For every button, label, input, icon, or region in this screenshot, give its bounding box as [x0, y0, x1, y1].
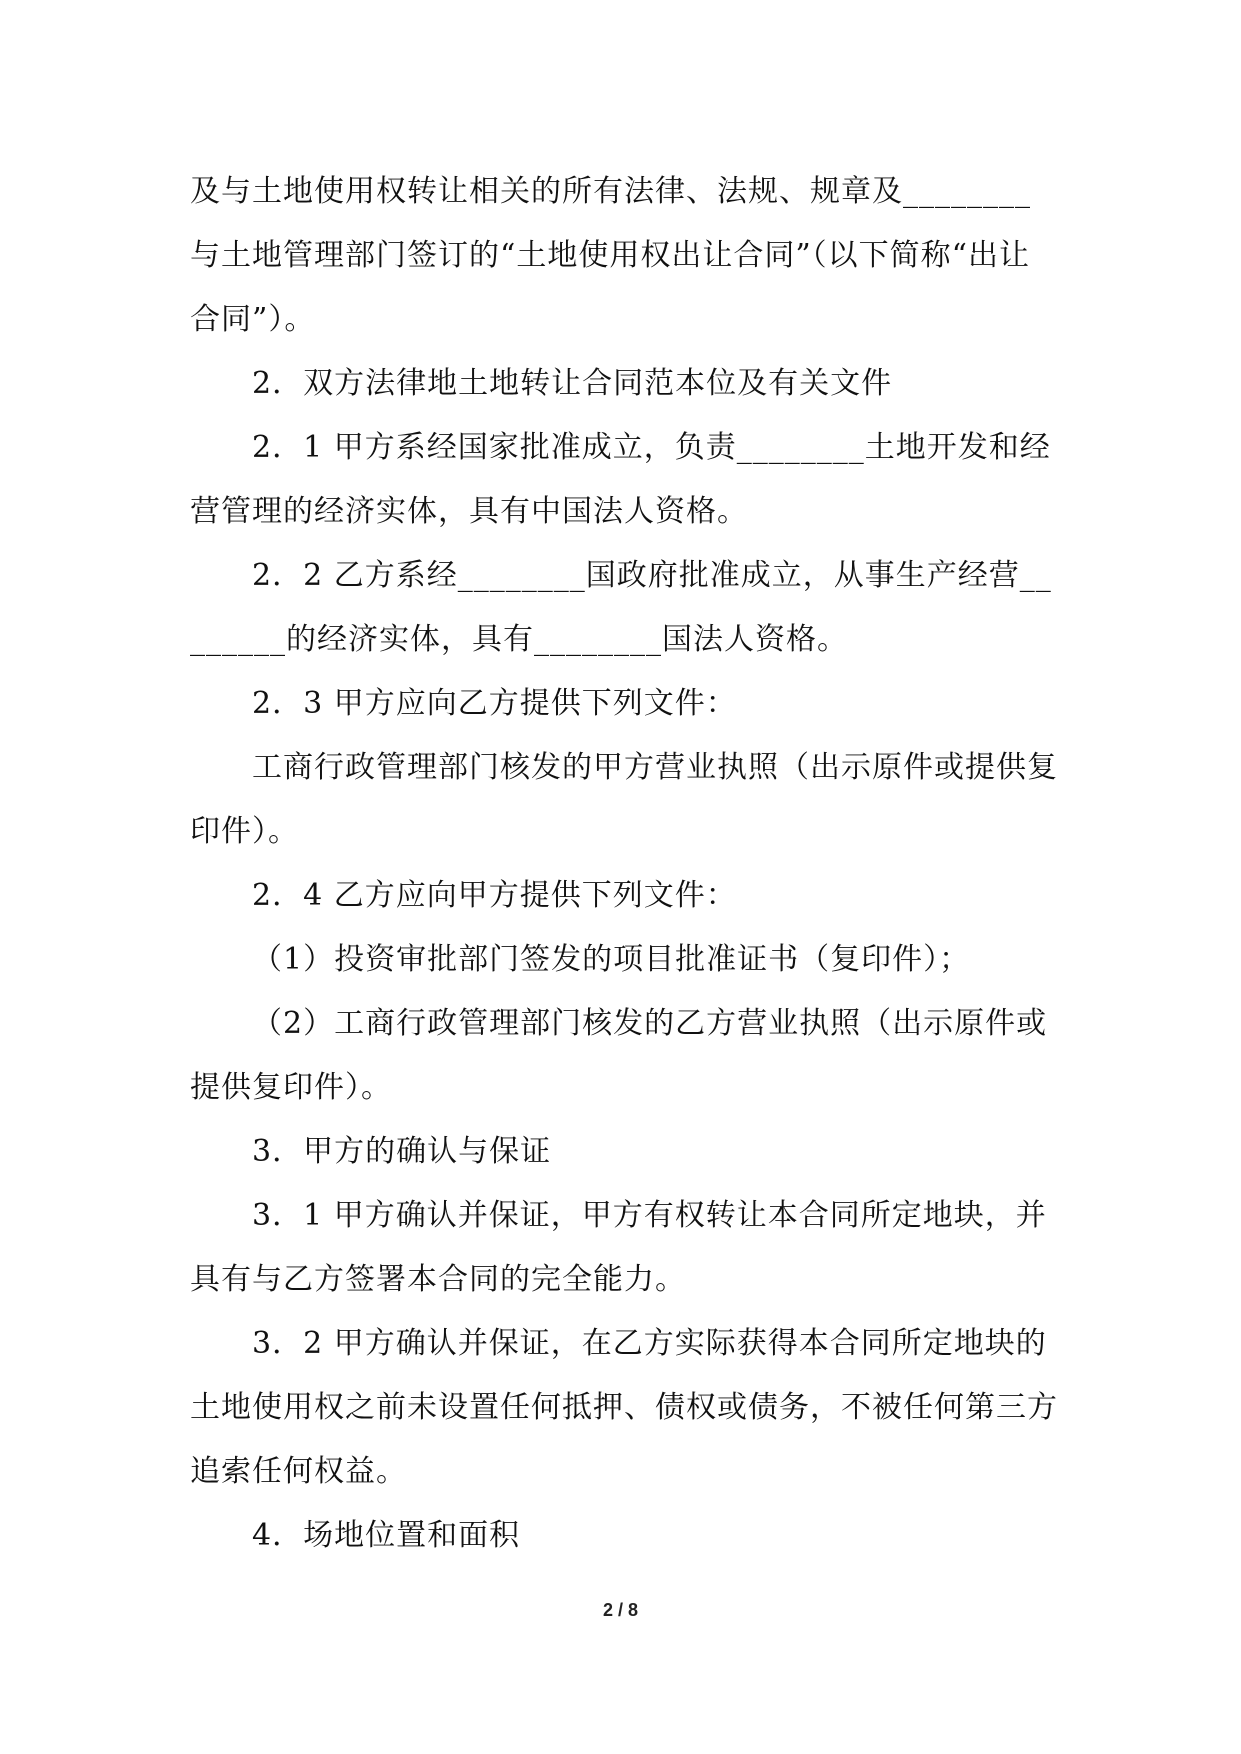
clause-2-1: 2．1 甲方系经国家批准成立，负责________土地开发和经营管理的经济实体，具有中国法人资格。	[190, 430, 1051, 529]
clause-2-2: 2．2 乙方系经________国政府批准成立，从事生产经营________的经济实体，具有________国法人资格。	[190, 558, 1052, 657]
clause-2-3-item: 工商行政管理部门核发的甲方营业执照（出示原件或提供复印件）。	[190, 750, 1058, 849]
clause-2-3: 2．3 甲方应向乙方提供下列文件：	[252, 686, 737, 721]
section-heading-2: 2．双方法律地土地转让合同范本位及有关文件	[252, 366, 893, 401]
clause-2-4-item-2: （2）工商行政管理部门核发的乙方营业执照（出示原件或提供复印件）。	[190, 1006, 1048, 1105]
clause-2-4: 2．4 乙方应向甲方提供下列文件：	[252, 878, 737, 913]
clause-3-2: 3．2 甲方确认并保证，在乙方实际获得本合同所定地块的土地使用权之前未设置任何抵押、债权或债务，不被任何第三方追索任何权益。	[190, 1326, 1058, 1489]
document-body	[190, 160, 1060, 1568]
section-heading-4: 4．场地位置和面积	[252, 1518, 521, 1553]
paragraph-continuation: 及与土地使用权转让相关的所有法律、法规、规章及________与土地管理部门签订的“土地使用权出让合同”（以下简称“出让合同”）。	[190, 174, 1031, 337]
page-number: 2 / 8	[602, 1600, 639, 1620]
clause-2-4-item-1: （1）投资审批部门签发的项目批准证书（复印件）；	[252, 942, 971, 977]
clause-3-1: 3．1 甲方确认并保证，甲方有权转让本合同所定地块，并具有与乙方签署本合同的完全能力。	[190, 1198, 1047, 1297]
section-heading-3: 3．甲方的确认与保证	[252, 1134, 552, 1169]
